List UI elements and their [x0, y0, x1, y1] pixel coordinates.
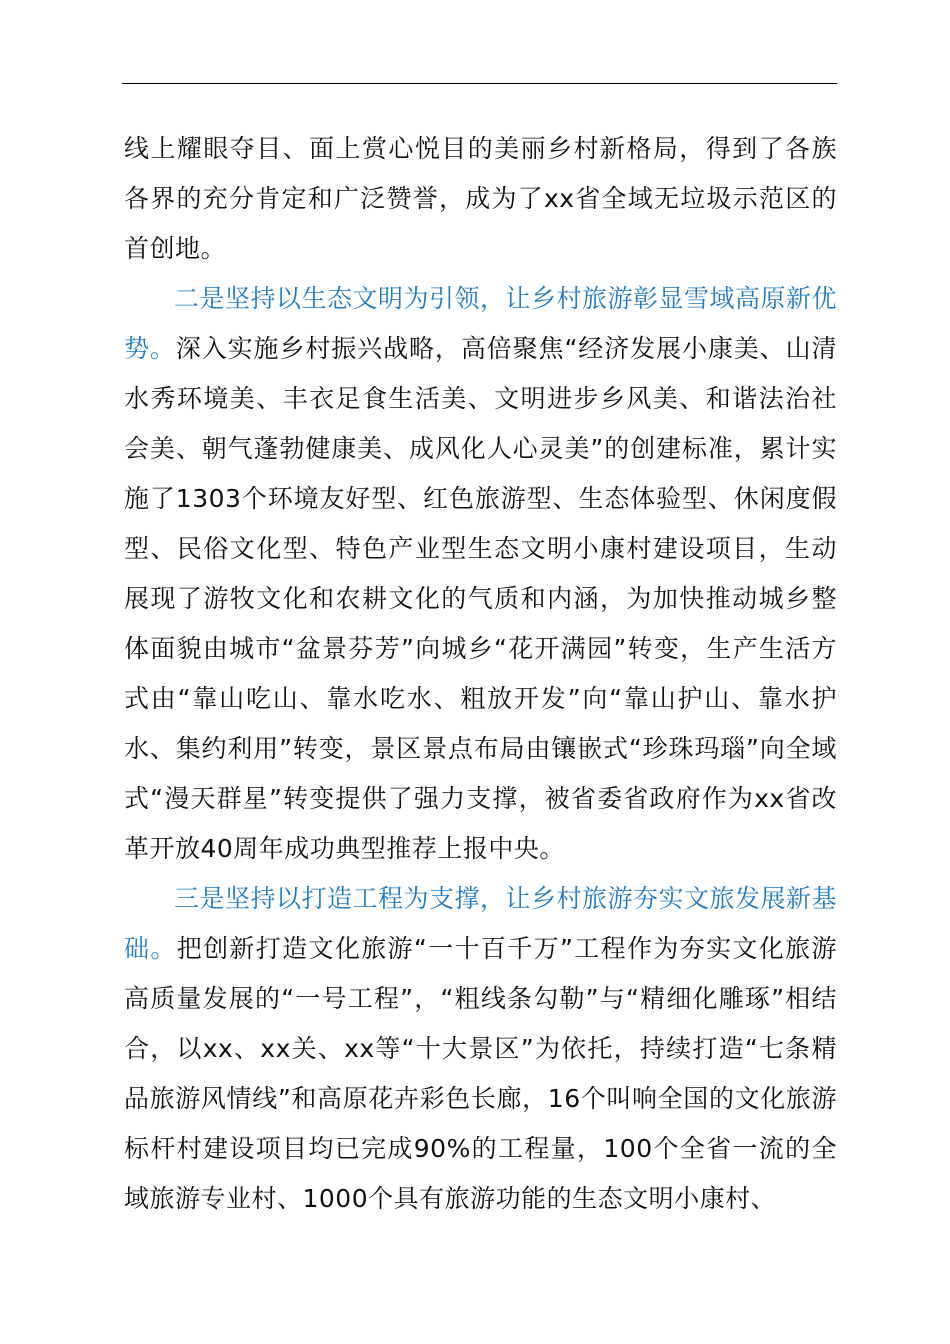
paragraph-text: 线上耀眼夺目、面上赏心悦目的美丽乡村新格局，得到了各族各界的充分肯定和广泛赞誉，成为了xx省全域无垃圾示范区的首创地。: [124, 134, 837, 263]
paragraph-heading: 三是坚持以打造工程为支撑，让乡村旅游夯实文旅发展新基础。: [124, 884, 838, 963]
paragraph-text: 把创新打造文化旅游“一十百千万”工程作为夯实文化旅游高质量发展的“一号工程”，“粗线条勾勒”与“精细化雕琢”相结合，以xx、xx关、xx等“十大景区”为依托，持续打造“七条精品旅游风情线”和高原花卉彩色长廊，16个叫响全国的文化旅游标杆村建设项目均已完成90%的工程量，100个全省一流的全域旅游专业村、1000个具有旅游功能的生态文明小康村、: [124, 934, 837, 1213]
paragraph-heading: 二是坚持以生态文明为引领，让乡村旅游彰显雪域高原新优势。: [124, 284, 838, 363]
document-body: [124, 124, 837, 1224]
header-rule: [122, 83, 837, 84]
paragraph-item-two: [124, 274, 837, 874]
paragraph-continuation: [124, 124, 837, 274]
paragraph-text: 深入实施乡村振兴战略，高倍聚焦“经济发展小康美、山清水秀环境美、丰衣足食生活美、文明进步乡风美、和谐法治社会美、朝气蓬勃健康美、成风化人心灵美”的创建标准，累计实施了1303个环境友好型、红色旅游型、生态体验型、休闲度假型、民俗文化型、特色产业型生态文明小康村建设项目，生动展现了游牧文化和农耕文化的气质和内涵，为加快推动城乡整体面貌由城市“盆景芬芳”向城乡“花开满园”转变，生产生活方式由“靠山吃山、靠水吃水、粗放开发”向“靠山护山、靠水护水、集约利用”转变，景区景点布局由镶嵌式“珍珠玛瑙”向全域式“漫天群星”转变提供了强力支撑，被省委省政府作为xx省改革开放40周年成功典型推荐上报中央。: [124, 334, 837, 863]
paragraph-item-three: [124, 874, 837, 1224]
